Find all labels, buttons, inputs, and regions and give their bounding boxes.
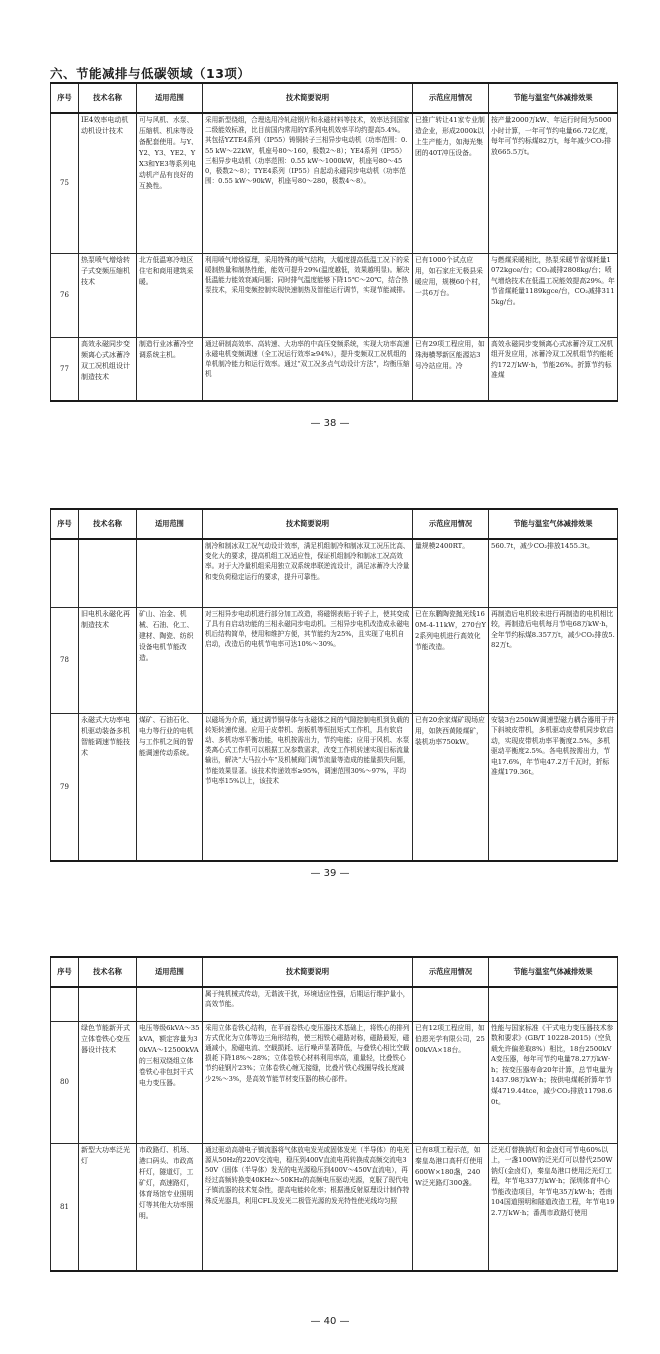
table-header-row bbox=[51, 509, 618, 539]
page-40-table-block bbox=[50, 956, 617, 1272]
row-effect: 性能与国家标准《干式电力变压器技术参数和要求》(GB/T 10228-2015)（空负载允许偏差取8%）相比，18台2500kVA变压器，每年可节约电量78.27万kW·h；按变压器寿命20年计算，总节电量为1437.98万kW·h；按供电煤耗折算年节煤4719.44tce，减少CO₂排放11798.60t。 bbox=[489, 1021, 618, 1143]
row-app bbox=[413, 987, 489, 1021]
row-no: 76 bbox=[51, 253, 79, 337]
row-effect: 安装3台250kW调速型磁力耦合器用于井下斜坡皮带机，多机驱动皮带机同步软启动，实现皮带机功率平衡度2.5%，多机驱动平衡度2.5%。各电机按需出力，节电17.6%，年节电47.2万千瓦时，折标准煤179.36t。 bbox=[489, 713, 618, 861]
row-name: 旧电机永磁化再制造技术 bbox=[79, 607, 137, 713]
table-row bbox=[51, 1021, 618, 1143]
row-name: 绿色节能新开式立体卷铁心变压器设计技术 bbox=[79, 1021, 137, 1143]
table-row bbox=[51, 253, 618, 337]
table-row bbox=[51, 1143, 618, 1271]
header-scope: 适用范围 bbox=[137, 957, 203, 987]
row-name: IE4效率电动机动机设计技术 bbox=[79, 113, 137, 253]
row-desc: 属于纯机械式传动，无谐波干扰，环境适应性强，后期运行维护量小，高效节能。 bbox=[203, 987, 413, 1021]
row-desc: 对三相异步电动机进行部分加工改造，将磁钢表贴于转子上，使其变成了具有自启动功能的三相永磁同步电动机。三相异步电机改造成永磁电机后结构简单，使用和维护方便，其节能约为25%，且实现了电机自启动，改造后的电机节电率可达10%～30%。 bbox=[203, 607, 413, 713]
row-no: 80 bbox=[51, 1021, 79, 1143]
row-app: 量规模2400RT。 bbox=[413, 539, 489, 607]
page-number-40: — 40 — bbox=[310, 1316, 350, 1327]
row-effect: 与燃煤采暖相比，热泵采暖节省煤耗量1072kgce/台；CO₂减排2808kg/台；喷气增焓技术在低温工况能效提高29%。年节省煤耗量1189kgce/台，CO₂减排3115kg/台。 bbox=[489, 253, 618, 337]
header-name: 技术名称 bbox=[79, 509, 137, 539]
page-38-table-block bbox=[50, 82, 617, 402]
header-desc: 技术简要说明 bbox=[203, 509, 413, 539]
row-scope: 矿山、冶金、机械、石油、化工、建材、陶瓷、纺织设备电机节能改造。 bbox=[137, 607, 203, 713]
row-scope: 制造行业冰蓄冷空调系统主机。 bbox=[137, 337, 203, 401]
row-no: 75 bbox=[51, 113, 79, 253]
row-no bbox=[51, 987, 79, 1021]
header-no: 序号 bbox=[51, 83, 79, 113]
table-row bbox=[51, 713, 618, 861]
header-no: 序号 bbox=[51, 957, 79, 987]
row-app: 已有29项工程应用，如珠海横琴新区能源站3号冷站应用。冷 bbox=[413, 337, 489, 401]
row-name: 永磁式大功率电机驱动装备多机智能调速节能技术 bbox=[79, 713, 137, 861]
row-name: 新型大功率泛光灯 bbox=[79, 1143, 137, 1271]
row-scope bbox=[137, 987, 203, 1021]
section-title: 六、节能减排与低碳领域（13项） bbox=[50, 66, 251, 81]
header-app: 示范应用情况 bbox=[413, 83, 489, 113]
row-app: 已有20余家煤矿现场应用，如陕西黄陵煤矿，装机功率750kW。 bbox=[413, 713, 489, 861]
page-39-table-block bbox=[50, 508, 617, 862]
header-name: 技术名称 bbox=[79, 83, 137, 113]
row-scope: 可与风机、水泵、压缩机、机床等设备配套使用。与Y、Y2、Y3、YE2、YX3和YE3等系列电动机产品有良好的互换性。 bbox=[137, 113, 203, 253]
table-header-row bbox=[51, 957, 618, 987]
table-row bbox=[51, 113, 618, 253]
row-no: 81 bbox=[51, 1143, 79, 1271]
row-effect: 560.7t，减少CO₂排放1455.3t。 bbox=[489, 539, 618, 607]
header-desc: 技术简要说明 bbox=[203, 83, 413, 113]
row-no: 77 bbox=[51, 337, 79, 401]
row-no: 78 bbox=[51, 607, 79, 713]
header-desc: 技术简要说明 bbox=[203, 957, 413, 987]
row-app: 已推广转让41家专业制造企业，形成2000k以上生产能力，如海光集团的40T冲压设备。 bbox=[413, 113, 489, 253]
row-app: 已在东鹏陶瓷抛光线160M-4-11kW，270台Y2系列电机进行高效化节能改造。 bbox=[413, 607, 489, 713]
row-name bbox=[79, 987, 137, 1021]
header-scope: 适用范围 bbox=[137, 83, 203, 113]
row-name: 热泵喷气增焓转子式变频压缩机技术 bbox=[79, 253, 137, 337]
table-row bbox=[51, 987, 618, 1021]
row-app: 已有1000个试点应用，如石家庄无极县采暖应用，规模60个村，一共6万台。 bbox=[413, 253, 489, 337]
row-effect bbox=[489, 987, 618, 1021]
header-app: 示范应用情况 bbox=[413, 509, 489, 539]
row-desc: 利用喷气增焓原理，采用特殊的喷气结构，大幅度提高低温工况下的采暖制热量和制热性能，能效可提升29%(温度越低，效果越明显)。解决低温能力能效衰减问题；同时排气温度能够下降15℃～20℃，结合热泵技术，采用变频控制实现快速制热及智能运行调节，实现节能减排。 bbox=[203, 253, 413, 337]
row-desc: 采用立体卷铁心结构，在平面卷铁心变压器技术基础上，将铁心的排列方式优化为立体等边三角形结构，使三相铁心磁路对称，磁路最短，磁通减小，励磁电流、空载损耗、运行噪声显著降低，与叠铁心相比空载损耗下降18%～28%；立体卷铁心材料利用率高，重量轻，比叠铁心节约硅钢片23%；立体卷铁心缠无接缝，比叠片铁心线圈导线长度减少2%～3%，是高效节能节材变压器的核心部件。 bbox=[203, 1021, 413, 1143]
tech-table-page-39 bbox=[50, 508, 618, 862]
header-no: 序号 bbox=[51, 509, 79, 539]
row-no: 79 bbox=[51, 713, 79, 861]
page-number-39: — 39 — bbox=[310, 868, 350, 879]
row-desc: 制冷和制冰双工况气动设计效率，满足机组制冷和制冰双工况压比高、变化大的要求，提高机组工况适应性，保证机组制冷和制冰工况高效率。对于大冷量机组采用独立双系统串联逆流设计，满足冰蓄冷大冷量和变负荷稳定运行的要求，提升可靠性。 bbox=[203, 539, 413, 607]
table-row bbox=[51, 337, 618, 401]
row-desc: 通过研制高效率、高转速、大功率的中高压变频系统，实现大功率高速永磁电机变频调速（全工况运行效率≥94%），提升变频双工况机组的单机制冷能力和运行效率。通过“双工况多点气动设计方法”，均衡压缩机 bbox=[203, 337, 413, 401]
row-no bbox=[51, 539, 79, 607]
row-name: 高效永磁同步变频离心式冰蓄冷双工况机组设计制造技术 bbox=[79, 337, 137, 401]
row-desc: 通过驱动高端电子镇流器将气体放电发光或固体发光（半导体）的电光源从50Hz的220V交流电，稳压到400V直流电再转换成高频交流电350V（固体（半导体）发光的电光源稳压到400V～450V直流电），再经过高频转换变40KHz～50KHz的高频电压驱动光源，克服了现代电子镇流器的技术复杂性，提高电能转化率；根据漫反射原理设计制作特殊反光器具，利用CFL及发光二极管光源的发光特性使光线均匀照 bbox=[203, 1143, 413, 1271]
row-scope bbox=[137, 539, 203, 607]
header-name: 技术名称 bbox=[79, 957, 137, 987]
row-desc: 以磁场为介质，通过调节铜导体与永磁体之间的气隙控制电机到负载的转矩转速传递。应用于皮带机、刮板机等恒扭矩式工作机，具有软启动、多机功率平衡功能，电机按需出力，节约电能；应用于风机、水泵类离心式工作机可以根据工况参数需求，改变工作机转速实现目标流量输出，解决“大马拉小车”及机械阀门调节流量等造成的能量损失问题，节能效果显著。该技术传递效率≥95%，调速范围30%～97%，平均节电率15%以上，该技术 bbox=[203, 713, 413, 861]
header-effect: 节能与温室气体减排效果 bbox=[489, 509, 618, 539]
row-scope: 市政路灯、机场、港口码头、市政高杆灯，隧道灯，工矿灯，高速路灯，体育场馆专业照明灯等其他大功率照明。 bbox=[137, 1143, 203, 1271]
table-row bbox=[51, 539, 618, 607]
row-app: 已有8项工程示范，如秦皇岛港口高杆灯使用600W×180盏，240W泛光路灯300盏。 bbox=[413, 1143, 489, 1271]
tech-table-page-38 bbox=[50, 82, 618, 402]
row-name bbox=[79, 539, 137, 607]
table-header-row bbox=[51, 83, 618, 113]
row-desc: 采用新型绕组，合理选用冷轧硅钢片和永磁材料等技术，效率达到国家二级能效标准，比目前国内常用的Y系列电机效率平均约提高5.4%。其包括YZTE4系列（IP55）铸铜转子三相异步电动机（功率范围：0.55 kW～22kW，机座号80～160，极数2～8）；YE4系列（IP55）三相异步电动机（功率范围：0.55 kW～1000kW，机座号80～450，极数2～8）；TYE4系列（IP55）自起动永磁同步电动机（功率范围：0.55 kW～90kW，机座号80～280，极数4～8）。 bbox=[203, 113, 413, 253]
row-app: 已有12项工程应用，如伯恩光学有限公司，2500kVA×18台。 bbox=[413, 1021, 489, 1143]
tech-table-page-40 bbox=[50, 956, 618, 1272]
row-effect: 高效永磁同步变频离心式冰蓄冷双工况机组开发应用，冰蓄冷双工况机组节约能耗约172万kW·h，节能26%。折算节约标准煤 bbox=[489, 337, 618, 401]
page-number-38: — 38 — bbox=[310, 418, 350, 429]
row-scope: 煤矿、石油石化、电力等行业的电机与工作机之间的智能调速传动系统。 bbox=[137, 713, 203, 861]
row-effect: 再制造后电机较未进行再制造的电机相比较，再制造后电机每月节电68万kW·h，全年节约标煤8.357万t，减少CO₂排放5.82万t。 bbox=[489, 607, 618, 713]
header-effect: 节能与温室气体减排效果 bbox=[489, 83, 618, 113]
row-scope: 北方低温寒冷地区住宅和商用建筑采暖。 bbox=[137, 253, 203, 337]
row-effect: 按产量2000万kW、年运行时间为5000小时计算，一年可节约电量66.72亿度，每年可节约标煤82万t，每年减少CO₂排放665.5万t。 bbox=[489, 113, 618, 253]
row-scope: 电压等级6kVA～35kVA，额定容量为30kVA～12500kVA的三相双绕组立体卷铁心非包封干式电力变压器。 bbox=[137, 1021, 203, 1143]
table-row bbox=[51, 607, 618, 713]
header-effect: 节能与温室气体减排效果 bbox=[489, 957, 618, 987]
header-app: 示范应用情况 bbox=[413, 957, 489, 987]
header-scope: 适用范围 bbox=[137, 509, 203, 539]
row-effect: 泛光灯替换钠灯和金卤灯可节电60%以上，一盏100W的泛光灯可以替代250W钠灯(金卤灯)，秦皇岛港口使用泛光灯工程，年节电337万kW·h；深圳体育中心节能改造项目，年节电35万kW·h；苍南104国道照明和隧道改造工程，年节电192.7万kW·h；番禺市政路灯使用 bbox=[489, 1143, 618, 1271]
